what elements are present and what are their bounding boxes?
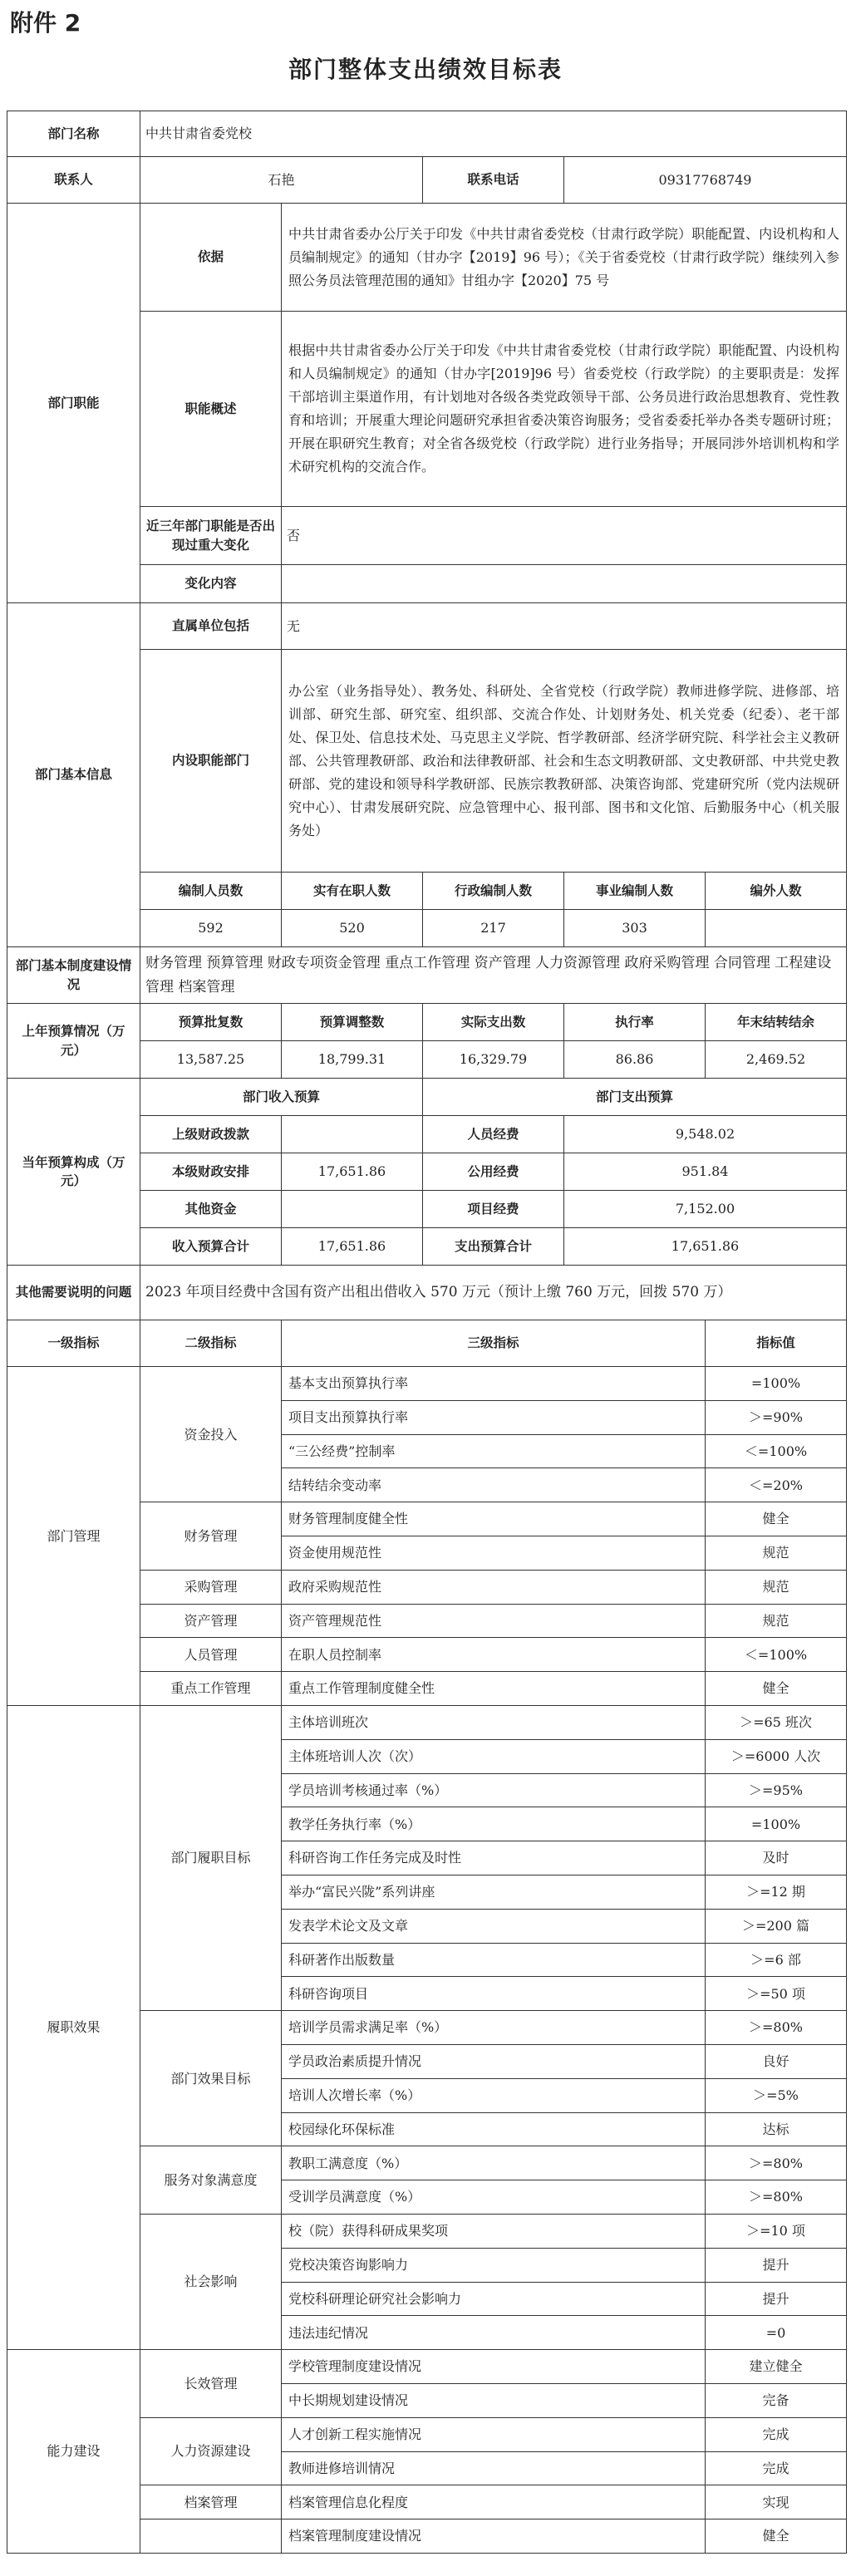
expense-label: 公用经费 (423, 1153, 564, 1191)
row-basis (7, 204, 847, 312)
income-value: 17,651.86 (282, 1228, 423, 1266)
level3-indicator: 科研咨询工作任务完成及时性 (282, 1841, 706, 1875)
functions-section-label: 部门职能 (7, 204, 140, 603)
staff-header: 行政编制人数 (423, 873, 564, 910)
indicator-value: 规范 (706, 1536, 847, 1570)
last-year-header: 预算调整数 (282, 1004, 423, 1041)
attachment-label: 附件 2 (10, 9, 81, 37)
indicator-value: ＞=80% (706, 2011, 847, 2045)
level2-indicator: 采购管理 (140, 1570, 282, 1604)
level3-indicator: 资产管理规范性 (282, 1604, 706, 1638)
level2-indicator: 资金投入 (140, 1367, 282, 1502)
row-dept-name (7, 111, 847, 157)
budget-label: 当年预算构成（万元） (7, 1079, 140, 1266)
level3-indicator: 财务管理制度健全性 (282, 1502, 706, 1536)
income-label: 上级财政拨款 (140, 1116, 282, 1153)
subunits-value: 无 (282, 603, 847, 650)
level3-indicator: 结转结余变动率 (282, 1468, 706, 1502)
row-contact (7, 157, 847, 204)
phone-value: 09317768749 (564, 157, 847, 204)
subunits-label: 直属单位包括 (140, 603, 282, 650)
level3-indicator: 学员培训考核通过率（%） (282, 1773, 706, 1807)
page-title: 部门整体支出绩效目标表 (288, 56, 563, 83)
level2-indicator: 部门履职目标 (140, 1705, 282, 2010)
dept-name-value: 中共甘肃省委党校 (140, 111, 847, 157)
indicator-value: 健全 (706, 1672, 847, 1706)
indicator-value: ＜=100% (706, 1434, 847, 1468)
level3-indicator: 资金使用规范性 (282, 1536, 706, 1570)
indicator-value: ＞=6 部 (706, 1943, 847, 1977)
indicator-value: ＞=6000 人次 (706, 1739, 847, 1773)
staff-value: 303 (564, 910, 706, 947)
last-year-value: 13,587.25 (140, 1041, 282, 1079)
indicator-value: 规范 (706, 1604, 847, 1638)
indicator-value: 建立健全 (706, 2350, 847, 2384)
indicator-value: =100% (706, 1367, 847, 1401)
dept-name-label: 部门名称 (7, 111, 140, 157)
indicator-value: ＞=5% (706, 2078, 847, 2112)
level3-indicator: 在职人员控制率 (282, 1638, 706, 1672)
level3-indicator: 违法违纪情况 (282, 2316, 706, 2350)
level2-indicator: 重点工作管理 (140, 1672, 282, 1706)
level3-indicator: 教职工满意度（%） (282, 2146, 706, 2180)
phone-label: 联系电话 (423, 157, 564, 204)
level2-indicator: 部门效果目标 (140, 2011, 282, 2146)
level3-indicator: 党校科研理论研究社会影响力 (282, 2282, 706, 2316)
level3-indicator: 受训学员满意度（%） (282, 2180, 706, 2215)
indicator-value: ＜=20% (706, 1468, 847, 1502)
overview-text: 根据中共甘肃省委办公厅关于印发《中共甘肃省委党校（甘肃行政学院）职能配置、内设机构和人员编制规定》的通知（甘办字[2019]96 号）省委党校（行政学院）的主要职责是：发挥干部培训主渠道作用，有计划地对各级各类党政领导干部、公务员进行政治思想教育、党性教育和培训；开展重大理论问题研究承担省委决策咨询服务；受省委委托举办各类专题研讨班；开展在职研究生教育；对全省各级党校（行政学院）进行业务指导；开展同涉外培训机构和学术研究机构的交流合作。 (282, 312, 847, 507)
contact-label: 联系人 (7, 157, 140, 204)
indicator-value: ＞=80% (706, 2146, 847, 2180)
level3-indicator: 党校决策咨询影响力 (282, 2248, 706, 2282)
last-year-header: 年末结转结余 (706, 1004, 847, 1041)
basis-text: 中共甘肃省委办公厅关于印发《中共甘肃省委党校（甘肃行政学院）职能配置、内设机构和人员编制规定》的通知（甘办字【2019】96 号）；《关于省委党校（甘肃行政学院）继续列入参照公务员法管理范围的通知》甘组办字【2020】75 号 (282, 204, 847, 312)
level2-indicator: 档案管理 (140, 2485, 282, 2519)
level3-indicator: 主体培训班次 (282, 1705, 706, 1739)
level3-indicator: 档案管理信息化程度 (282, 2485, 706, 2519)
row-last-year-headers (7, 1004, 847, 1041)
basis-label: 依据 (140, 204, 282, 312)
level1-indicator: 能力建设 (7, 2350, 140, 2554)
level1-indicator: 部门管理 (7, 1367, 140, 1706)
level2-indicator: 人员管理 (140, 1638, 282, 1672)
indicator-value: ＞=50 项 (706, 1977, 847, 2011)
indicator-row (7, 1705, 847, 1739)
staff-value: 217 (423, 910, 564, 947)
indicator-value: 提升 (706, 2282, 847, 2316)
last-year-value: 16,329.79 (423, 1041, 564, 1079)
indicator-value: ＞=10 项 (706, 2214, 847, 2248)
income-value: 17,651.86 (282, 1153, 423, 1191)
indicator-value: ＞=200 篇 (706, 1909, 847, 1943)
expense-value: 9,548.02 (564, 1116, 847, 1153)
level3-indicator: 发表学术论文及文章 (282, 1909, 706, 1943)
contact-value: 石艳 (140, 157, 423, 204)
level3-indicator: 项目支出预算执行率 (282, 1400, 706, 1434)
last-year-value: 2,469.52 (706, 1041, 847, 1079)
level3-indicator: “三公经费”控制率 (282, 1434, 706, 1468)
level3-indicator: 教师进修培训情况 (282, 2451, 706, 2485)
level3-indicator: 培训学员需求满足率（%） (282, 2011, 706, 2045)
level3-indicator: 科研咨询项目 (282, 1977, 706, 2011)
row-other (7, 1266, 847, 1320)
staff-value (706, 910, 847, 947)
indicator-value: 健全 (706, 1502, 847, 1536)
expense-value: 951.84 (564, 1153, 847, 1191)
indicator-value: 健全 (706, 2519, 847, 2554)
change-question-label: 近三年部门职能是否出现过重大变化 (140, 507, 282, 565)
indicator-value: ＞=65 班次 (706, 1705, 847, 1739)
level2-indicator: 长效管理 (140, 2350, 282, 2418)
expense-value: 17,651.86 (564, 1228, 847, 1266)
change-content-label: 变化内容 (140, 565, 282, 603)
level3-indicator: 校园绿化环保标准 (282, 2112, 706, 2146)
staff-value: 520 (282, 910, 423, 947)
last-year-header: 实际支出数 (423, 1004, 564, 1041)
indicator-header: 指标值 (706, 1320, 847, 1367)
expense-value: 7,152.00 (564, 1191, 847, 1228)
expense-label: 人员经费 (423, 1116, 564, 1153)
staff-header: 事业编制人数 (564, 873, 706, 910)
overview-label: 职能概述 (140, 312, 282, 507)
level3-indicator: 培训人次增长率（%） (282, 2078, 706, 2112)
system-label: 部门基本制度建设情况 (7, 947, 140, 1004)
expense-header: 部门支出预算 (423, 1079, 847, 1116)
income-header: 部门收入预算 (140, 1079, 423, 1116)
indicator-value: ＞=12 期 (706, 1875, 847, 1909)
level3-indicator: 重点工作管理制度健全性 (282, 1672, 706, 1706)
last-year-value: 18,799.31 (282, 1041, 423, 1079)
income-value (282, 1116, 423, 1153)
indicator-value: 良好 (706, 2044, 847, 2078)
level3-indicator: 中长期规划建设情况 (282, 2383, 706, 2417)
indicator-header: 二级指标 (140, 1320, 282, 1367)
staff-header: 编制人员数 (140, 873, 282, 910)
indicator-value: =0 (706, 2316, 847, 2350)
dept-info-section-label: 部门基本信息 (7, 603, 140, 947)
level3-indicator: 学员政治素质提升情况 (282, 2044, 706, 2078)
staff-header: 实有在职人数 (282, 873, 423, 910)
other-label: 其他需要说明的问题 (7, 1266, 140, 1320)
indicator-value: ＞=90% (706, 1400, 847, 1434)
income-label: 收入预算合计 (140, 1228, 282, 1266)
indicator-value: 完成 (706, 2451, 847, 2485)
row-indicator-headers (7, 1320, 847, 1367)
level3-indicator: 举办“富民兴陇”系列讲座 (282, 1875, 706, 1909)
last-year-value: 86.86 (564, 1041, 706, 1079)
indicator-value: ＞=95% (706, 1773, 847, 1807)
row-subunits (7, 603, 847, 650)
indicator-row (7, 1367, 847, 1401)
level2-indicator: 人力资源建设 (140, 2417, 282, 2485)
indicator-header: 三级指标 (282, 1320, 706, 1367)
indicator-value: 完成 (706, 2417, 847, 2451)
level3-indicator: 档案管理制度建设情况 (282, 2519, 706, 2554)
level2-indicator: 服务对象满意度 (140, 2146, 282, 2215)
row-budget-headers (7, 1079, 847, 1116)
indicator-value: ＞=80% (706, 2180, 847, 2215)
level1-indicator: 履职效果 (7, 1705, 140, 2349)
indicator-value: 完备 (706, 2383, 847, 2417)
indicator-value: 提升 (706, 2248, 847, 2282)
expense-label: 项目经费 (423, 1191, 564, 1228)
level2-indicator: 财务管理 (140, 1502, 282, 1571)
level2-indicator: 社会影响 (140, 2214, 282, 2349)
row-system (7, 947, 847, 1004)
indicator-row (7, 2350, 847, 2384)
performance-target-table (7, 111, 847, 2554)
level3-indicator: 基本支出预算执行率 (282, 1367, 706, 1401)
system-value: 财务管理 预算管理 财政专项资金管理 重点工作管理 资产管理 人力资源管理 政府采购管理 合同管理 工程建设管理 档案管理 (140, 947, 847, 1004)
change-content-value (282, 565, 847, 603)
indicator-header: 一级指标 (7, 1320, 140, 1367)
internal-depts-text: 办公室（业务指导处）、教务处、科研处、全省党校（行政学院）教师进修学院、进修部、培训部、研究生部、研究室、组织部、交流合作处、计划财务处、机关党委（纪委）、老干部处、保卫处、信息技术处、马克思主义学院、哲学教研部、经济学研究院、科学社会主义教研部、公共管理教研部、政治和法律教研部、社会和生态文明教研部、文史教研部、中共党史教研部、党的建设和领导科学教研部、民族宗教教研部、决策咨询部、党建研究所（党内法规研究中心）、甘肃发展研究院、应急管理中心、报刊部、图书和文化馆、后勤服务中心（机关服务处） (282, 650, 847, 873)
last-year-label: 上年预算情况（万元） (7, 1004, 140, 1079)
indicator-value: =100% (706, 1807, 847, 1841)
staff-value: 592 (140, 910, 282, 947)
expense-label: 支出预算合计 (423, 1228, 564, 1266)
staff-header: 编外人数 (706, 873, 847, 910)
level2-indicator-empty (140, 2519, 282, 2554)
income-label: 本级财政安排 (140, 1153, 282, 1191)
indicator-value: 实现 (706, 2485, 847, 2519)
level2-indicator: 资产管理 (140, 1604, 282, 1638)
last-year-header: 执行率 (564, 1004, 706, 1041)
indicator-value: 规范 (706, 1570, 847, 1604)
last-year-header: 预算批复数 (140, 1004, 282, 1041)
change-question-value: 否 (282, 507, 847, 565)
level3-indicator: 学校管理制度建设情况 (282, 2350, 706, 2384)
level3-indicator: 政府采购规范性 (282, 1570, 706, 1604)
indicator-value: 达标 (706, 2112, 847, 2146)
indicator-value: ＜=100% (706, 1638, 847, 1672)
level3-indicator: 主体班培训人次（次） (282, 1739, 706, 1773)
level3-indicator: 人才创新工程实施情况 (282, 2417, 706, 2451)
indicator-value: 及时 (706, 1841, 847, 1875)
level3-indicator: 科研著作出版数量 (282, 1943, 706, 1977)
level3-indicator: 校（院）获得科研成果奖项 (282, 2214, 706, 2248)
other-value: 2023 年项目经费中含国有资产出租出借收入 570 万元（预计上缴 760 万元，回拨 570 万） (140, 1266, 847, 1320)
level3-indicator: 教学任务执行率（%） (282, 1807, 706, 1841)
internal-depts-label: 内设职能部门 (140, 650, 282, 873)
income-value (282, 1191, 423, 1228)
income-label: 其他资金 (140, 1191, 282, 1228)
